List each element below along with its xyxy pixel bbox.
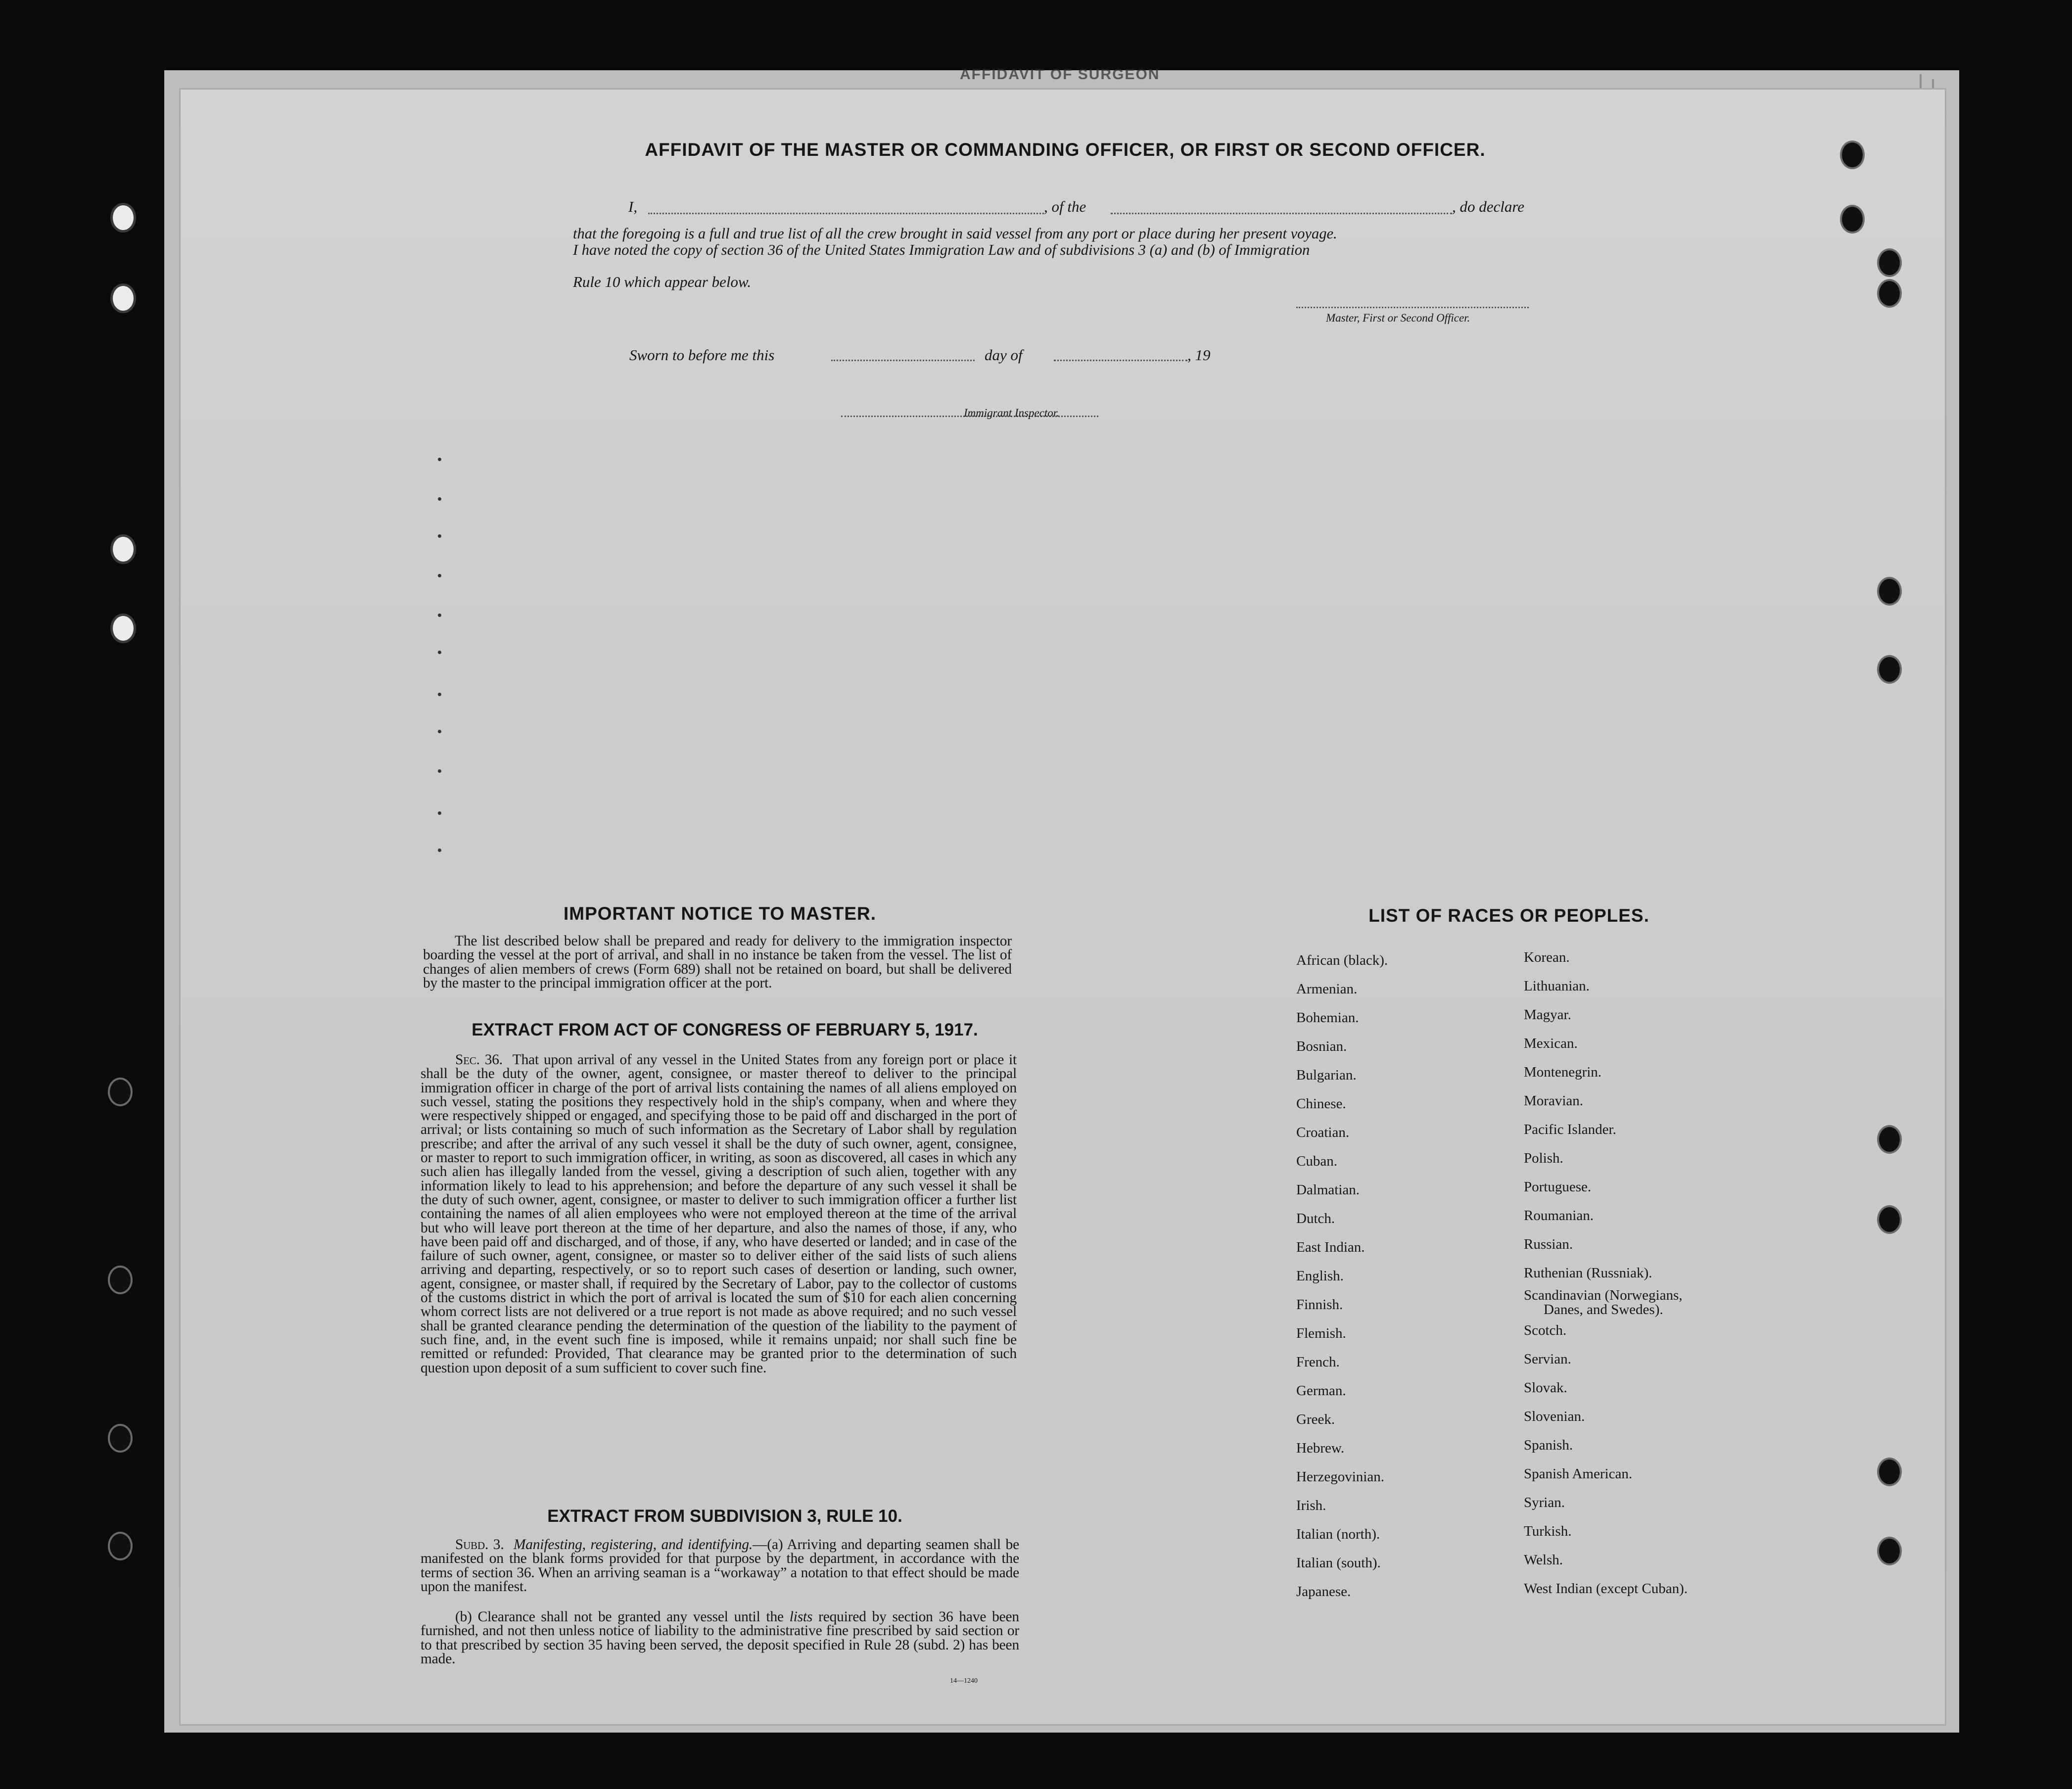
sworn-day-of: day of [985,346,1023,364]
race-item: Korean. [1524,949,1570,965]
race-item: Finnish. [1296,1297,1343,1313]
race-item [1524,1287,1688,1316]
race-item: Moravian. [1524,1093,1583,1109]
rule-para-a [421,1538,1019,1594]
affidavit-line3: I have noted the copy of section 36 of the United States Immigration Law and of subdivisions 3 (a) and (b) of Immigration [573,241,1310,258]
act-section-label: Sec. 36. [455,1052,503,1068]
race-item: German. [1296,1383,1346,1399]
rule-subd-a: —(a) Arriving and departing seamen shall be manifested on the blank forms provided for that purpose by the department, in accordance with the terms of section 36. When an arriving seaman is a “workaway” a notation to that effect should be made upon the manifest. [421,1537,1019,1595]
stray-heading: AFFIDAVIT OF SURGEON [960,66,1160,83]
form-number: 14—1240 [950,1677,978,1685]
race-item: Spanish. [1524,1437,1573,1453]
race-item: Bohemian. [1296,1010,1359,1026]
act-title: EXTRACT FROM ACT OF CONGRESS OF FEBRUARY 5, 1917. [471,1020,978,1039]
race-item-line: Danes, and Swedes). [1544,1302,1663,1318]
race-item: Montenegrin. [1524,1064,1602,1080]
punch-hole-icon [1879,281,1900,306]
punch-hole-icon [1879,250,1900,275]
notice-body: The list described below shall be prepared and ready for delivery to the immigration inspector boarding the vessel at the port of arrival, and shall in no instance be taken from the vessel. The list of changes of alien members of crews (Form 689) shall not be retained on board, but shall be delivered by the master to the principal immigration officer at the port. [423,933,1012,991]
binder-hole-icon [110,1534,131,1558]
race-item: Croatian. [1296,1125,1350,1140]
bleed-mark [438,811,441,815]
punch-hole-icon [1879,657,1900,682]
signature-label: Master, First or Second Officer. [1326,312,1470,324]
race-item: Armenian. [1296,981,1358,997]
race-item: Mexican. [1524,1036,1578,1051]
notice-title: IMPORTANT NOTICE TO MASTER. [563,903,876,924]
race-item: Chinese. [1296,1096,1346,1112]
bleed-mark [438,574,441,577]
races-left-column [1296,946,1388,1606]
race-item: Turkish. [1524,1523,1572,1539]
binder-hole-icon [110,1268,131,1292]
affidavit-line4: Rule 10 which appear below. [573,273,752,290]
sworn-day-blank [831,360,975,361]
affidavit-line1-mid: , of the [1044,198,1086,215]
binder-hole-icon [113,286,134,311]
bleed-mark [438,458,441,461]
rule-subd-b-rest: required by section 36 have been furnished, and not then unless notice of liability to the administrative fine prescribed by said section or to that prescribed by section 35 having been served, the deposit specified in Rule 28 (subd. 2) has been made. [421,1609,1019,1667]
race-item: Pacific Islander. [1524,1122,1616,1137]
race-item: Dalmatian. [1296,1182,1360,1198]
bleed-mark [438,534,441,538]
race-item: Japanese. [1296,1584,1351,1600]
name-blank [648,213,1044,214]
punch-hole-icon [1879,1127,1900,1152]
punch-hole-icon [1842,207,1863,232]
race-item: Russian. [1524,1236,1573,1252]
races-title: LIST OF RACES OR PEOPLES. [1368,905,1649,926]
race-item: Lithuanian. [1524,978,1590,994]
race-item: Dutch. [1296,1211,1335,1226]
bleed-mark [438,848,441,852]
binder-hole-icon [110,1426,131,1451]
bleed-mark [438,769,441,773]
race-item: Italian (north). [1296,1526,1380,1542]
rule-subd-b-start: (b) Clearance shall not be granted any vessel until the [455,1609,784,1625]
signature-blank [1296,307,1529,308]
affidavit-line1-end: , do declare [1452,198,1525,215]
race-item: French. [1296,1354,1340,1370]
rule-para-b [421,1610,1019,1666]
race-item: Roumanian. [1524,1208,1594,1224]
vessel-blank [1111,213,1452,214]
race-item: Slovenian. [1524,1409,1585,1424]
affidavit-title: AFFIDAVIT OF THE MASTER OR COMMANDING OFFICER, OR FIRST OR SECOND OFFICER. [645,140,1486,160]
race-item: Irish. [1296,1498,1326,1513]
race-item: Scotch. [1524,1322,1567,1338]
race-item: Magyar. [1524,1007,1571,1023]
races-right-column [1524,943,1688,1603]
race-item: East Indian. [1296,1239,1365,1255]
binder-hole-icon [113,616,134,641]
punch-hole-icon [1879,1207,1900,1232]
race-item: Italian (south). [1296,1555,1381,1571]
race-item: Cuban. [1296,1153,1337,1169]
sworn-year: , 19 [1187,346,1211,364]
race-item: African (black). [1296,952,1388,968]
race-item-line: Scandinavian (Norwegians, [1524,1287,1683,1303]
sworn-month-blank [1054,360,1187,361]
race-item: Servian. [1524,1351,1571,1367]
affidavit-line1-start: I, [628,198,638,215]
punch-hole-icon [1879,579,1900,604]
affidavit-line2: that the foregoing is a full and true list of all the crew brought in said vessel from any port or place during her present voyage. [573,225,1337,242]
race-item: Slovak. [1524,1380,1567,1396]
race-item: West Indian (except Cuban). [1524,1581,1688,1597]
race-item: Herzegovinian. [1296,1469,1384,1485]
race-item: Ruthenian (Russniak). [1524,1265,1652,1281]
binder-hole-icon [113,537,134,562]
race-item: Hebrew. [1296,1440,1345,1456]
race-item: Syrian. [1524,1495,1565,1510]
rule-subd-b-lists: lists [789,1609,813,1625]
race-item: Flemish. [1296,1325,1346,1341]
race-item: English. [1296,1268,1344,1284]
act-section-body: That upon arrival of any vessel in the United States from any foreign port or place it shall be the duty of the owner, agent, consignee, or master thereof to deliver to the principal immigration officer in charge of the port of arrival lists containing the names of all aliens employed on such vessel, stating the positions they respectively hold in the ship's company, when and where they were respectively shipped or engaged, and specifying those to be paid off and discharged in the port of arrival; or lists containing so much of such information as the Secretary of Labor shall by regulation prescribe; and after the arrival of any such vessel it shall be the duty of such owner, agent, consignee, or master to report to such immigration officer, in writing, as soon as discovered, all cases in which any such alien has illegally landed from the vessel, giving a description of such alien, together with any information likely to lead to his apprehension; and before the departure of any such vessel it shall be the duty of such owner, agent, consignee, or master to deliver to such immigration officer a further list containing the names of all alien employees who were not employed thereon at the time of the arrival but who will leave port thereon at the time of her departure, and also the names of those, if any, who have been paid off and discharged, and of those, if any, who have deserted or landed; and in case of the failure of such owner, agent, consignee, or master so to deliver either of the said lists of such aliens arriving and departing, respectively, or so to report such cases of desertion or landing, such owner, agent, consignee, or master shall, if required by the Secretary of Labor, pay to the collector of customs of the customs district in which the port of arrival is located the sum of $10 for each alien concerning whom correct lists are not delivered or a true report is not made as above required; and no such vessel shall be granted clearance pending the determination of the question of the liability to the payment of such fine, and, in the event such fine is imposed, while it remains unpaid; nor shall such fine be remitted or refunded: Provided, That clearance may be granted prior to the determination of such question upon deposit of a sum sufficient to cover such fine. [421,1052,1017,1376]
race-item: Welsh. [1524,1552,1563,1568]
rule-subd-label: Subd. 3. [455,1537,504,1553]
binder-hole-icon [110,1080,131,1104]
bleed-mark [438,497,441,501]
race-item: Polish. [1524,1150,1563,1166]
race-item: Portuguese. [1524,1179,1592,1195]
rule-subd-heading: Manifesting, registering, and identifying. [513,1537,753,1553]
act-section-36 [421,1053,1017,1375]
sworn-text: Sworn to before me this [629,346,775,364]
binder-hole-icon [113,205,134,230]
race-item: Bosnian. [1296,1038,1347,1054]
inspector-label: Immigrant Inspector. [964,407,1059,419]
punch-hole-icon [1842,142,1863,167]
bleed-mark [438,730,441,733]
punch-hole-icon [1879,1539,1900,1563]
bleed-mark [438,693,441,696]
bleed-mark [438,651,441,654]
punch-hole-icon [1879,1459,1900,1484]
race-item: Bulgarian. [1296,1067,1357,1083]
rule-title: EXTRACT FROM SUBDIVISION 3, RULE 10. [547,1507,902,1526]
race-item: Greek. [1296,1412,1335,1427]
bleed-mark [438,613,441,617]
race-item: Spanish American. [1524,1466,1633,1482]
